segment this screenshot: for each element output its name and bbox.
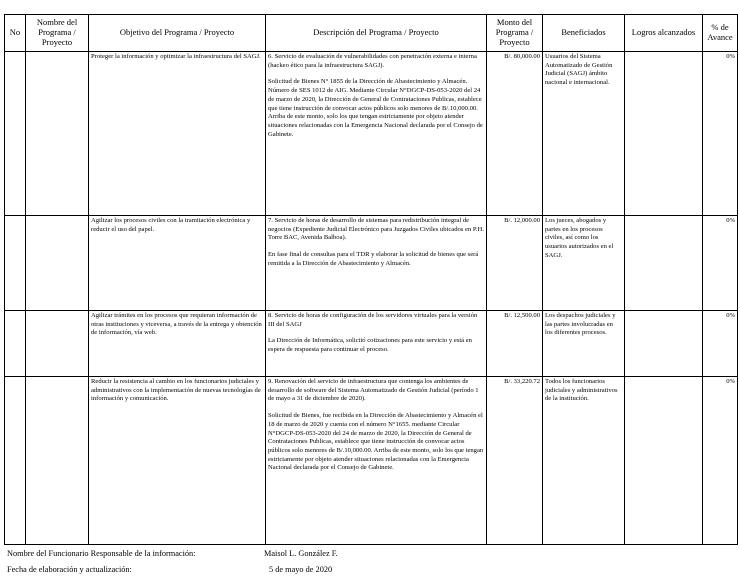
cell-progress: 0% — [703, 216, 738, 311]
cell-progress: 0% — [703, 377, 738, 545]
cell-description — [266, 311, 487, 377]
header-no: No — [5, 15, 26, 52]
description-paragraph: Solicitud de Bienes, fue recibida en la Dirección de Abastecimiento y Almacén el 18 de marzo de 2020 y cuenta con el número N°1655. mediante Circular N°DGCP-DS-053-2020 del 24 de marzo de 2020, la Dirección de General de Contrataciones Publicas, establece que tiene instrucción de convocar actos públicos solo menores de B/.10,000.00. Arriba de este monto, solo los que tengan estrictamente por objeto atender situaciones relacionadas con la Emergencia Nacional declarada por el Consejo de Gabinete. — [268, 412, 484, 472]
cell-program-name — [26, 377, 89, 545]
header-achievements: Logros alcanzados — [625, 15, 703, 52]
table-row — [5, 311, 738, 377]
description-paragraph: 6. Servicio de evaluación de vulnerabilidades con penetración externa e interna (hackeo ético para la infraestructura SAGJ). — [268, 53, 477, 69]
description-paragraph: En fase final de consultas para el TDR y elaborar la solicitud de bienes que será remitida a la Dirección de Abastecimiento y Almacén. — [268, 251, 479, 267]
cell-progress: 0% — [703, 311, 738, 377]
cell-beneficiaries: Los jueces, abogados y partes en los procesos civiles, así como los usuarios autorizados en el SAGJ. — [543, 216, 625, 311]
date-line — [7, 565, 707, 577]
description-paragraph: 8. Servicio de horas de configuración de los servidores virtuales para la versión III del SAGJ — [268, 312, 478, 328]
cell-objective: Proteger la información y optimizar la infraestructura del SAGJ. — [89, 52, 266, 216]
cell-description — [266, 377, 487, 545]
cell-achievements — [625, 311, 703, 377]
header-description: Descripción del Programa / Proyecto — [266, 15, 487, 52]
cell-no — [5, 311, 26, 377]
cell-objective: Reducir la resistencia al cambio en los funcionarios judiciales y administrativos con la implementación de nuevas tecnologías de información y comunicación. — [89, 377, 266, 545]
cell-no — [5, 216, 26, 311]
cell-program-name — [26, 311, 89, 377]
cell-beneficiaries: Todos los funcionarios judiciales y administrativos de la institución. — [543, 377, 625, 545]
description-paragraph: 9. Renovación del servicio de infraestructura que contenga los ambientes de desarrollo de software del Sistema Automatizado de Gestión Judicial (período 1 de mayo a 31 de diciembre de 2020). — [268, 378, 479, 403]
description-paragraph: Solicitud de Bienes N° 1855 de la Dirección de Abastecimiento y Almacén. Número de SES 1012 de AIG. Mediante Circular N°DGCP-DS-053-2020 del 24 de marzo de 2020, la Dirección de General de Contrataciones Publicas, establece que tiene instrucción de convocar actos públicos solo menores de B/.10,000.00. Arriba de este monto, solo los que tengan estrictamente por objeto atender situaciones relacionadas con la Emergencia Nacional declarada por el Consejo de Gabinete. — [268, 78, 483, 138]
responsible-name: Maisol L. González F. — [264, 549, 338, 558]
header-progress: % de Avance — [703, 15, 738, 52]
responsible-label: Nombre del Funcionario Responsable de la información: — [7, 549, 196, 558]
cell-achievements — [625, 377, 703, 545]
description-paragraph: La Dirección de Informática, solicitó cotizaciones para este servicio y está en espera de respuesta para continuar el proceso. — [268, 337, 472, 354]
date-label: Fecha de elaboración y actualización: — [7, 565, 132, 574]
cell-no — [5, 377, 26, 545]
cell-amount: B/. 80,000.00 — [487, 52, 543, 216]
cell-objective: Agilizar los procesos civiles con la tramitación electrónica y reducir el uso del papel. — [89, 216, 266, 311]
cell-amount: B/. 33,220.72 — [487, 377, 543, 545]
cell-description — [266, 52, 487, 216]
cell-beneficiaries: Los despachos judiciales y las partes involucradas en los diferentes procesos. — [543, 311, 625, 377]
programs-table — [4, 14, 738, 545]
cell-amount: B/. 12,000.00 — [487, 216, 543, 311]
cell-progress: 0% — [703, 52, 738, 216]
responsible-line — [7, 549, 707, 561]
cell-no — [5, 52, 26, 216]
header-program-name: Nombre del Programa / Proyecto — [26, 15, 89, 52]
cell-objective: Agilizar trámites en los procesos que requieran información de otras instituciones y viceversa, a través de la entrega y obtención de información, vía web. — [89, 311, 266, 377]
cell-achievements — [625, 52, 703, 216]
cell-beneficiaries: Usuarios del Sistema Automatizado de Gestión Judicial (SAGJ) ámbito nacional e internacional. — [543, 52, 625, 216]
cell-program-name — [26, 52, 89, 216]
table-header-row — [5, 15, 738, 52]
header-amount: Monto del Programa / Proyecto — [487, 15, 543, 52]
cell-program-name — [26, 216, 89, 311]
cell-description — [266, 216, 487, 311]
cell-achievements — [625, 216, 703, 311]
description-paragraph: 7. Servicio de horas de desarrollo de sistemas para redistribución integral de negocios (Expediente Judicial Electrónico para Juzgados Civiles ubicados en P.H. Torre BAC, Avenida Balboa). — [268, 217, 484, 242]
table-row — [5, 377, 738, 545]
cell-amount: B/. 12,500.00 — [487, 311, 543, 377]
table-row — [5, 52, 738, 216]
date-value: 5 de mayo de 2020 — [269, 565, 333, 574]
header-beneficiaries: Beneficiados — [543, 15, 625, 52]
table-row — [5, 216, 738, 311]
header-objective: Objetivo del Programa / Proyecto — [89, 15, 266, 52]
